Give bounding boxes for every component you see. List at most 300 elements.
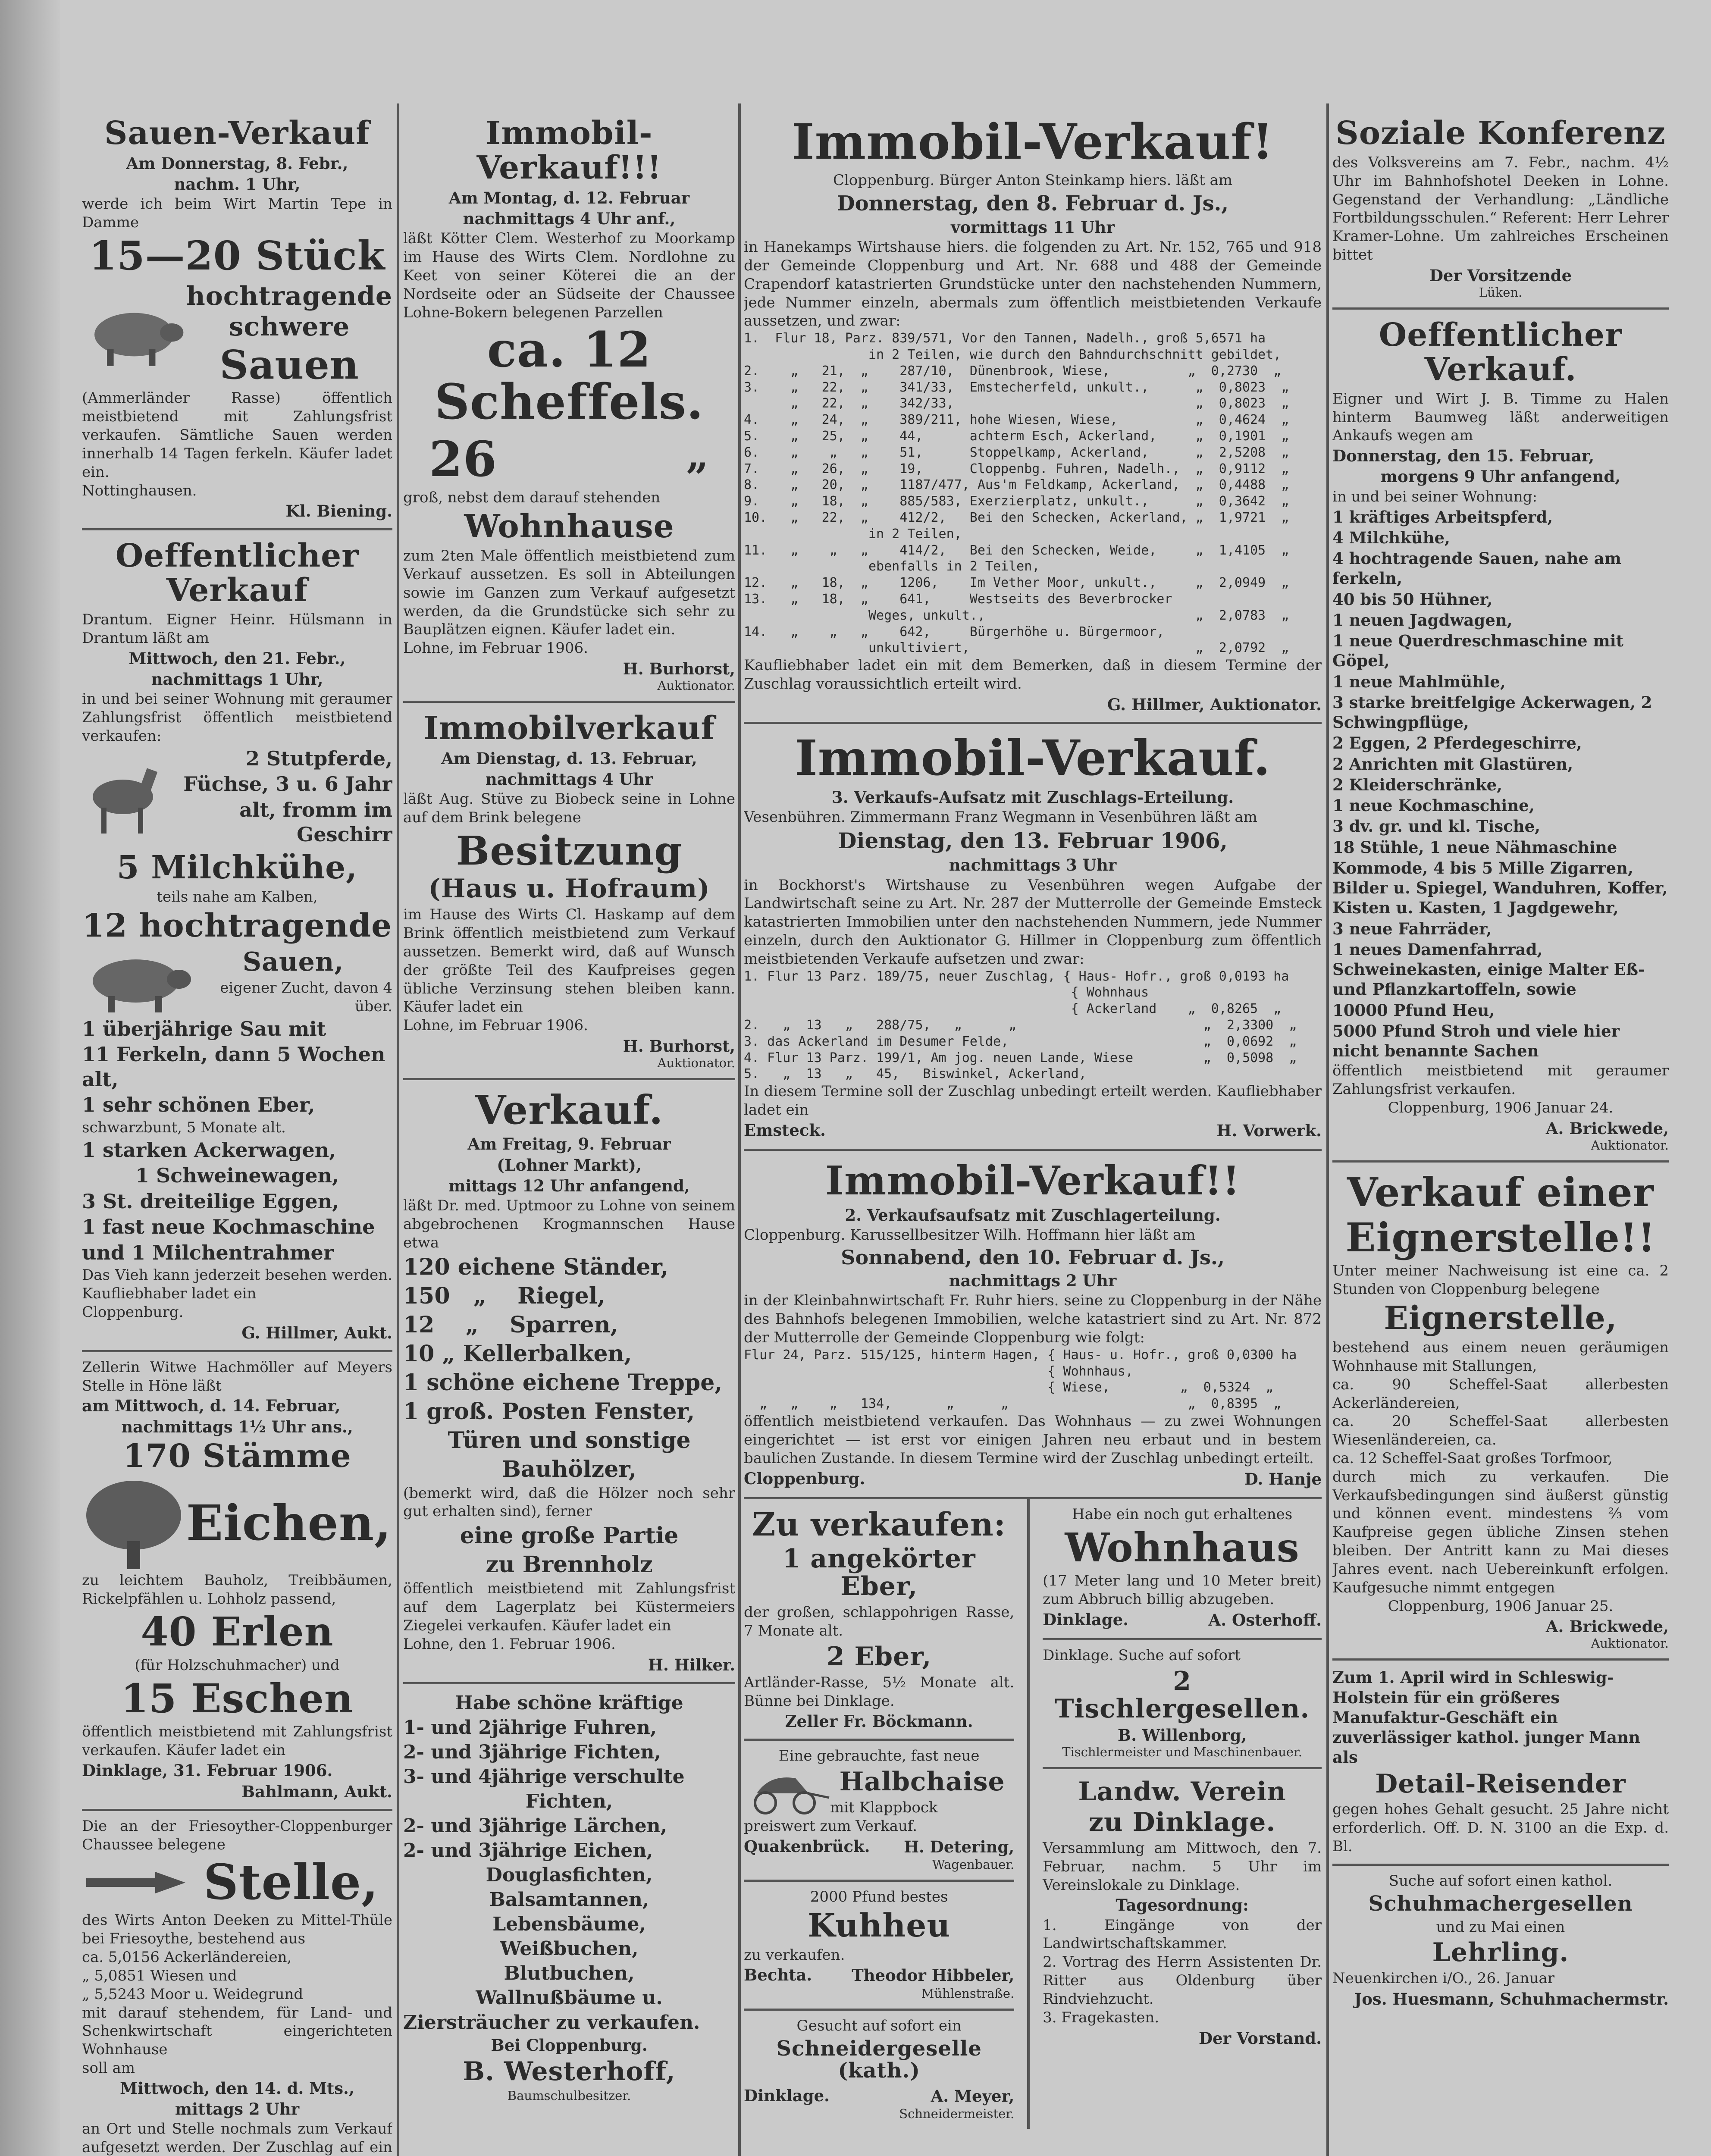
ad-immobil-verkauf-wegmann [744,724,1322,1151]
ad-item: 12 „ Sparren, [403,1311,618,1338]
sale-item: 2 Anrichten mit Glastüren, [1332,754,1573,774]
ad-headline: 5 Milchkühe, [117,849,357,886]
ad-text: Suche auf sofort einen kathol. [1388,1872,1613,1890]
ad-text: Cloppenburg. Bürger Anton Steinkamp hiers. läßt am [833,171,1233,189]
ad-item: Douglasfichten, [486,1864,653,1886]
ad-signature: G. Hillmer, Aukt. [241,1323,392,1342]
ad-item: und 1 Milchentrahmer [82,1241,334,1264]
sale-item: Kommode, 4 bis 5 Mille Zigarren, Bilder u. Spiegel, Wanduhren, Koffer, Kisten u. Kasten, 1 Jagdgewehr, [1332,858,1668,918]
agenda-item: 1. Eingänge von der Landwirtschaftskammer. [1043,1916,1322,1952]
ad-headline: hochtragende [186,281,392,312]
horse-illustration-icon [82,756,168,838]
ad-text: gegen hohes Gehalt gesucht. 25 Jahre nicht erforderlich. Off. D. N. 3100 an die Exp. d. Bl. [1332,1801,1669,1855]
sale-item: 1 neuen Jagdwagen, [1332,610,1513,630]
column-rule [397,103,399,2156]
ad-text: zum 2ten Male öffentlich meistbietend zum Verkauf aussetzen. Es soll in Abteilungen sowie im Ganzen zum Verkauf aufgesetzt werden, da die Grundstücke sich sehr zu Bauplätzen eignen. Käufer ladet ein. [403,547,735,639]
ad-place: Cloppenburg. [82,1303,184,1321]
ad-text: in der Kleinbahnwirtschaft Fr. Ruhr hiers. seine zu Cloppenburg in der Nähe des Bahnhofs belegenen Immobilien, welche katastriert sind zu Art. Nr. 872 der Mutterrolle der Gemeinde Cloppenburg wie folgt: [744,1292,1322,1347]
ad-text: preiswert zum Verkauf. [744,1817,918,1835]
ad-text: Habe schöne kräftige [455,1692,683,1714]
ad-oeffentlicher-verkauf-timme [1332,310,1669,1163]
ad-text: des Volksvereins am 7. Febr., nachm. 4½ Uhr im Bahnhofshotel Deeken in Lohne. Gegenstand der Verhandlung: „Ländliche Fortbildungsschulen.“ Referent: Herr Lehrer Kramer-Lohne. Um zahlreiches Erscheinen bittet [1332,154,1669,264]
ad-text: der großen, schlappohrigen Rasse, 7 Monate alt. [744,1604,1015,1640]
ad-headline: 2 Eber, [826,1641,932,1672]
ad-text: groß, nebst dem darauf stehenden [403,489,661,507]
ad-headline: 1 angekörter Eber, [782,1543,976,1602]
sale-item: 3 dv. gr. und kl. Tische, [1332,817,1541,836]
ad-headline: 40 Erlen [141,1608,334,1655]
ad-text: Eine gebrauchte, fast neue [778,1747,980,1765]
ad-text: Dinklage. Suche auf sofort [1043,1646,1241,1664]
ad-tischlergesellen [1043,1640,1322,1769]
ad-date-line: Sonnabend, den 10. Februar d. Js., [841,1245,1225,1269]
ad-signature: Kl. Biening. [285,501,392,521]
ad-time-line: nachm. 1 Uhr, [174,175,301,194]
parcel-row: 9. „ 18, „ 885/583, Exerzierplatz, unkult., „ 0,3642 „ [744,494,1289,509]
ad-place-date: Neuenkirchen i/O., 26. Januar [1332,1970,1555,1987]
ad-text: Cloppenburg. Karussellbesitzer Wilh. Hoffmann hier läßt am [744,1226,1196,1244]
sale-item: 1 neue Kochmaschine, [1332,796,1535,815]
sale-item: 2 Kleiderschränke, [1332,775,1503,794]
ad-time-line: nachmittags 4 Uhr [485,770,653,789]
parcel-row: { Wiese, „ 0,5324 „ [744,1380,1274,1395]
ad-headline: Lehrling. [1432,1937,1569,1968]
ad-headline: Verkauf. [475,1087,664,1134]
ad-signature: H. Burhorst, [623,659,735,679]
ad-immobil-verkauf-steinkamp [744,108,1322,724]
agenda-item: 2. Vortrag des Herrn Assistenten Dr. Ritter aus Oldenburg über Rindviehzucht. [1043,1953,1322,2008]
ad-text: (bemerkt wird, daß die Hölzer noch sehr gut erhalten sind), ferner [403,1484,735,1520]
parcel-row: 7. „ 26, „ 19, Cloppenbg. Fuhren, Nadelh., „ 0,9112 „ [744,461,1289,476]
ad-time-line: nachmittags 3 Uhr [949,856,1117,875]
ad-place: Quakenbrück. [744,1836,870,1856]
ad-headline: Schuhmachergesellen [1368,1891,1633,1916]
ad-headline: 170 Stämme [123,1437,351,1475]
ad-signature-title: Auktionator. [657,1056,735,1071]
ad-headline: Eignerstelle!! [1345,1214,1656,1261]
ad-wohnhaus-abbruch [1043,1499,1322,1640]
ad-date-line: Am Donnerstag, 8. Febr., [126,154,348,173]
inner-rule [1027,1499,1030,2129]
parcel-row: 2. „ 13 „ 288/75, „ „ „ 2,3300 „ [744,1018,1297,1033]
page-fold-shadow [0,0,60,2156]
ad-place-date: Lohne, den 1. Februar 1906. [403,1635,616,1653]
pig-illustration-icon [82,298,186,371]
ad-signature-title: Auktionator. [657,678,735,693]
ad-item: 1- und 2jährige Fuhren, [403,1716,657,1739]
ad-signature: A. Brickwede, [1545,1617,1669,1636]
ad-sauen-verkauf [82,108,392,530]
parcel-row: 4. „ 24, „ 389/211, hohe Wiesen, Wiese, „ 0,4624 „ [744,412,1289,428]
sale-item: 3 starke breitfelgige Ackerwagen, 2 Schwingpflüge, [1332,693,1652,732]
ad-text: (für Holzschuhmacher) und [135,1656,340,1674]
ad-time-line: nachmittags 4 Uhr anf., [463,209,676,229]
ad-item: 1 Schweinewagen, [135,1164,339,1188]
ad-text: Drantum. Eigner Heinr. Hülsmann in Drantum läßt am [82,611,392,647]
ad-time-line: mittags 12 Uhr anfangend, [448,1176,690,1195]
ad-headline: Oeffentlicher Verkauf. [1379,316,1623,388]
ad-text: in und bei seiner Wohnung: [1332,488,1537,505]
ad-headline: Verkauf einer [1347,1169,1655,1216]
column-4 [1332,108,1669,2156]
ad-item: ca. 90 Scheffel-Saat allerbesten Ackerländereien, [1332,1376,1669,1412]
parcel-row: 14. „ „ „ 642, Bürgerhöhe u. Bürgermoor, [744,624,1165,639]
ad-time-line: nachmittags 2 Uhr [949,1271,1117,1291]
ad-item: 3 St. dreiteilige Eggen, [82,1189,339,1213]
ad-signature-title: Schneidermeister. [899,2106,1015,2122]
ad-headline: 26 [429,431,497,488]
ad-text: zu verkaufen. [744,1946,845,1964]
ad-text: Versammlung am Mittwoch, den 7. Februar, nachm. 5 Uhr im Vereinslokale zu Dinklage. [1043,1839,1322,1894]
ad-headline: zu Dinklage. [1088,1807,1276,1838]
ad-text: durch mich zu verkaufen. Die Verkaufsbedingungen sind äußerst günstig und können event. mindestens ⅔ vom Kaufpreise gegen übliche Zinsen stehen bleiben. Der Antritt kann zu Mai dieses Jahres event. nach Uebereinkunft erfolgen. Kaufgesuche nimmt entgegen [1332,1468,1669,1596]
pig-illustration-icon [82,946,194,1015]
sale-item: 10000 Pfund Heu, [1332,1000,1495,1020]
ad-signature-title: Auktionator. [1591,1138,1669,1153]
sale-item: 2 Eggen, 2 Pferdegeschirre, [1332,733,1582,753]
ad-text: an Ort und Stelle nochmals zum Verkauf aufgesetzt werden. Der Zuschlag auf ein [82,2120,392,2156]
ad-item: Bauhölzer, [501,1456,637,1482]
ad-soziale-konferenz [1332,108,1669,310]
ad-place-date: Dinklage, 31. Februar 1906. [82,1761,333,1780]
ad-text: bestehend aus einem neuen geräumigen Wohnhause mit Stallungen, [1332,1339,1669,1375]
ad-headline: Immobilverkauf [423,710,715,747]
ad-text: zu leichtem Bauholz, Treibbäumen, Rickelpfählen u. Lohholz passend, [82,1571,392,1608]
ad-headline: Besitzung [456,827,683,874]
ad-headline: Detail-Reisender [1375,1768,1626,1799]
ad-headline: Eignerstelle, [1384,1300,1617,1337]
ad-text: Vesenbühren. Zimmermann Franz Wegmann in Vesenbühren läßt am [744,808,1257,826]
ad-eichen-verkauf [82,1352,392,1811]
ad-text: Die an der Friesoyther-Cloppenburger Chaussee belegene [82,1817,392,1853]
ad-date-line: Am Freitag, 9. Februar [467,1134,671,1154]
column-2 [403,108,735,2156]
ad-text: schwarzbunt, 5 Monate alt. [82,1119,286,1136]
parcel-row: 3. das Ackerland im Desumer Felde, „ 0,0692 „ [744,1034,1297,1049]
ad-time-line: morgens 9 Uhr anfangend, [1380,467,1621,486]
ad-text: Zellerin Witwe Hachmöller auf Meyers Stelle in Höne läßt [82,1358,392,1395]
ad-headline: ca. 12 Scheffels. [435,322,704,431]
ad-signature: A. Meyer, [931,2087,1015,2106]
ad-place: Emsteck. [744,1120,826,1140]
ad-text: teils nahe am Kalben, [157,888,318,906]
parcel-row: 1. Flur 13 Parz. 189/75, neuer Zuschlag, { Haus- Hofr., groß 0,0193 ha [744,968,1289,984]
parcel-list [744,330,1322,656]
carriage-illustration-icon [744,1767,830,1815]
ad-item: ca. 20 Scheffel-Saat allerbesten Wiesenländereien, ca. [1332,1413,1669,1449]
ad-signature: H. Vorwerk. [1216,1121,1322,1140]
ad-kuhheu [744,1882,1014,2011]
ad-item: 120 eichene Ständer, [403,1253,669,1280]
ad-text: in Bockhorst's Wirtshause zu Vesenbühren wegen Aufgabe der Landwirtschaft seine zu Art. Nr. 287 der Mutterrolle der Gemeinde Emsteck katastrierten Immobilien unter den nachstehenden Nummern, jede Nummer einzeln, durch den Auktionator G. Hillmer in Cloppenburg zum öffentlich meistbietenden Verkaufe aufsetzen und zwar: [744,876,1322,968]
ad-detail-reisender [1332,1661,1669,1866]
parcel-row: 6. „ „ „ 51, Stoppelkamp, Ackerland, „ 2,5208 „ [744,445,1289,460]
ad-date-line: Mittwoch, den 21. Febr., [128,649,346,668]
sale-item: 4 hochtragende Sauen, nahe am ferkeln, [1332,549,1621,588]
column-3 [744,108,1322,2156]
ad-text: läßt Aug. Stüve zu Biobeck seine in Lohne auf dem Brink belegene [403,790,735,827]
sale-item: 1 neue Mahlmühle, [1332,672,1506,691]
ad-text: (Ammerländer Rasse) öffentlich meistbietend mit Zahlungsfrist verkaufen. Sämtliche Sauen werden innerhalb 14 Tagen ferkeln. Käufer ladet ein. [82,389,392,481]
parcel-row: „ 22, „ 342/33, „ 0,8023 „ [744,396,1289,411]
ad-item: Fichten, [525,1790,613,1812]
ad-schneidergeselle [744,2011,1014,2129]
ad-place-date: Cloppenburg, 1906 Januar 24. [1388,1099,1614,1116]
ad-text: werde ich beim Wirt Martin Tepe in Damme [82,195,392,232]
ad-date-line: Dienstag, den 13. Februar 1906, [838,827,1228,853]
ad-item: 3- und 4jährige verschulte [403,1765,685,1788]
ad-item: 1 überjährige Sau mit [82,1017,326,1040]
ad-text: Habe ein noch gut erhaltenes [1072,1505,1293,1523]
column-1 [82,108,392,2156]
ad-item: zu Brennholz [486,1551,653,1578]
ad-text: In diesem Termine soll der Zuschlag unbedingt erteilt werden. Kaufliebhaber ladet ein [744,1083,1322,1119]
ad-headline: Sauen-Verkauf [104,115,370,152]
ad-signature: Der Vorstand. [1198,2028,1322,2048]
ad-item: 1 sehr schönen Eber, [82,1093,315,1117]
ad-headline: Sauen, [242,947,344,978]
ad-signature: A. Brickwede, [1545,1119,1669,1138]
ad-headline: Zu verkaufen: [752,1506,1006,1543]
ditto-mark: „ [686,432,709,479]
ad-item: Weißbuchen, [500,1937,639,1960]
ad-time-line: nachmittags 1 Uhr, [151,670,323,689]
ad-headline: Immobil-Verkauf. [795,730,1271,787]
ad-signature: Theodor Hibbeler, [852,1966,1015,1985]
ad-item: alt, fromm im Geschirr [239,798,392,846]
parcel-row: 11. „ „ „ 414/2, Bei den Schecken, Weide, „ 1,4105 „ [744,542,1289,558]
ad-text: und zu Mai einen [1436,1918,1565,1936]
ad-signature: Bahlmann, Aukt. [241,1782,392,1801]
ad-date-line: (Lohner Markt), [497,1155,642,1175]
ad-item: 10 „ Kellerbalken, [403,1340,632,1367]
ad-text: öffentlich meistbietend mit geraumer Zahlungsfrist verkaufen. [1332,1062,1669,1098]
ad-date-line: am Mittwoch, d. 14. Februar, [82,1396,341,1416]
ad-text: Unter meiner Nachweisung ist eine ca. 2 Stunden von Cloppenburg belegene [1332,1262,1669,1298]
ad-text: Eigner und Wirt J. B. Timme zu Halen hinterm Baumweg läßt anderweitigen Ankaufs wegen am [1332,390,1669,445]
column-rule [1326,103,1329,2156]
ad-text: in Hanekamps Wirtshause hiers. die folgenden zu Art. Nr. 152, 765 und 918 der Gemeinde Cloppenburg und Art. Nr. 688 und 488 der Gemeinde Crapendorf katastrierten Grundstücke unter den nachstehenden Nummern, jede Nummer einzeln, abermals zum öffentlich meistbietenden Verkaufe aussetzen, und zwar: [744,238,1322,330]
ad-place: Nottinghausen. [82,482,197,499]
ad-text: öffentlich meistbietend mit Zahlungsfrist verkaufen. Käufer ladet ein [82,1723,392,1759]
ad-time-line: mittags 2 Uhr [175,2100,300,2119]
parcel-row: 12. „ 18, „ 1206, Im Vether Moor, unkult., „ 2,0949 „ [744,575,1289,591]
ad-halbchaise [744,1741,1014,1882]
parcel-row: 8. „ 20, „ 1187/477, Aus'm Feldkamp, Ackerland, „ 0,4488 „ [744,477,1289,493]
ad-headline: 12 hochtragende [82,907,392,944]
ad-signature: H. Detering, [904,1837,1015,1856]
ad-signature-title: Wagenbauer. [932,1857,1015,1872]
ad-date-line: Donnerstag, den 15. Februar, [1332,446,1595,466]
parcel-row: in 2 Teilen, [744,526,962,542]
small-ads-left [744,1499,1014,2129]
ad-headline: schwere [229,312,350,342]
ad-headline: Eichen, [186,1495,392,1552]
ad-place-date: Lohne, im Februar 1906. [403,639,588,657]
parcel-row: 13. „ 18, „ 641, Westseits des Beverbrocker [744,591,1172,607]
ad-headline: Landw. Verein [1078,1777,1286,1807]
parcel-row: 10. „ 22, „ 412/2, Bei den Schecken, Ackerland, „ 1,9721 „ [744,510,1289,525]
ad-text: Zum 1. April wird in Schleswig-Holstein für ein größeres Manufaktur-Geschäft ein zuverlässiger kathol. junger Mann als [1332,1668,1640,1767]
parcel-list [744,1347,1322,1412]
ad-item: „ 5,5243 Moor u. Weidegrund [82,1985,304,2003]
ad-signature: H. Hilker. [648,1655,735,1674]
ad-place-date: Cloppenburg, 1906 Januar 25. [1388,1597,1614,1615]
parcel-row: { Ackerland „ 0,8265 „ [744,1001,1282,1017]
sale-item: 5000 Pfund Stroh und viele hier nicht benannte Sachen [1332,1021,1620,1060]
ad-headline: Wohnhause [464,508,674,545]
ad-headline: (Haus u. Hofraum) [428,874,710,904]
ad-item: Wallnußbäume u. [476,1987,663,2009]
agenda-item: 3. Fragekasten. [1043,2009,1159,2026]
ad-signature: B. Westerhoff, [463,2056,676,2087]
ad-item: 1 fast neue Kochmaschine [82,1215,375,1239]
ad-item: Blutbuchen, [504,1962,635,1984]
ad-immobil-verkauf-hoffmann [744,1151,1322,1499]
parcel-row: unkultiviert, „ 2,0792 „ [744,640,1289,656]
ad-text: Gesucht auf sofort ein [796,2017,962,2034]
ad-signature-title: Tischlermeister und Maschinenbauer. [1062,1745,1302,1760]
ad-date-line: Donnerstag, den 8. Februar d. Js., [837,191,1229,216]
ad-text: mit darauf stehendem, für Land- und Schenkwirtschaft eingerichteten Wohnhause [82,2004,392,2059]
ad-text: mit Klappbock [830,1799,938,1816]
ad-signature: D. Hanje [1244,1469,1322,1489]
ad-subheadline: 3. Verkaufs-Aufsatz mit Zuschlags-Erteilung. [831,787,1234,807]
parcel-row: 2. „ 21, „ 287/10, Dünenbrook, Wiese, „ 0,2730 „ [744,363,1282,379]
ad-item: 11 Ferkeln, dann 5 Wochen alt, [82,1043,385,1091]
ad-item: 2- und 3jährige Fichten, [403,1741,661,1763]
small-ads-row [744,1499,1322,2129]
ad-time-line: nachmittags 1½ Uhr ans., [121,1417,353,1436]
ad-item: „ 5,0851 Wiesen und [82,1967,237,1984]
parcel-row: { Wohnhaus, [744,1363,1134,1379]
ad-time-line: vormittags 11 Uhr [951,217,1115,237]
ad-signature-title: Auktionator. [1591,1636,1669,1651]
ad-text: soll am [82,2059,135,2077]
ad-headline: 15 Eschen [121,1675,354,1722]
ad-text: Kaufliebhaber ladet ein mit dem Bemerken, daß in diesem Termine der Zuschlag voraussichtlich erteilt wird. [744,657,1322,693]
ad-signature-title: Baumschulbesitzer. [507,2088,631,2103]
ad-text: Das Vieh kann jederzeit besehen werden. Kaufliebhaber ladet ein [82,1266,392,1303]
ad-text: (17 Meter lang und 10 Meter breit) zum Abbruch billig abzugeben. [1043,1572,1322,1608]
ad-item: Balsamtannen, [489,1888,649,1911]
ad-signature: Zeller Fr. Böckmann. [785,1712,973,1731]
ad-headline: Immobil-Verkauf!!! [476,115,662,186]
parcel-list [744,968,1322,1083]
ad-landw-verein [1043,1769,1322,2055]
ad-item: Lebensbäume, [492,1913,646,1935]
ad-place: Dinklage. [1043,1610,1129,1629]
ad-date-line: Am Montag, d. 12. Februar [448,188,690,207]
sale-item: 3 neue Fahrräder, [1332,919,1492,938]
ad-headline: Oeffentlicher Verkauf [115,537,359,609]
sale-item: 40 bis 50 Hühner, [1332,589,1493,609]
parcel-row: 5. „ 13 „ 45, Biswinkel, Ackerland, [744,1066,1087,1082]
ad-item: 150 „ Riegel, [403,1282,605,1309]
pointing-hand-icon [82,1859,190,1906]
sale-item: 1 neue Querdreschmaschine mit Göpel, [1332,631,1623,671]
ad-stelle-verkauf [82,1811,392,2156]
agenda-title: Tagesordnung: [1116,1896,1249,1915]
ad-item: 2- und 3jährige Eichen, [403,1839,653,1861]
sale-item-list [1332,507,1669,1061]
ad-signature-title: Lüken. [1479,285,1523,300]
ad-text: öffentlich meistbietend mit Zahlungsfrist auf dem Lagerplatz bei Küstermeiers Ziegelei verkaufen. Käufer ladet ein [403,1580,735,1634]
ad-signature: G. Hillmer, Auktionator. [1107,695,1322,714]
ad-item: 2- und 3jährige Lärchen, [403,1814,667,1837]
ad-signature: A. Osterhoff. [1208,1610,1322,1630]
ad-place: Dinklage. [744,2086,830,2106]
ad-eignerstelle [1332,1163,1669,1661]
ad-signature: B. Willenborg, [1117,1726,1247,1745]
ad-date-line: Mittwoch, den 14. d. Mts., [120,2078,354,2098]
sale-item: 1 neues Damenfahrrad, Schweinekasten, einige Malter Eß- und Pflanzkartoffeln, sowie [1332,940,1645,999]
ad-baumschule [403,1684,735,2111]
ad-oeffentlicher-verkauf [82,530,392,1352]
ad-headline: Sauen [219,342,359,389]
ad-text: im Hause des Wirts Cl. Haskamp auf dem Brink öffentlich meistbietend zum Verkauf aussetzen. Bemerkt wird, daß auf Wunsch der größte Teil des Kaufpreises gegen übliche Verzinsung stehen bleiben kann. Käufer ladet ein [403,906,735,1016]
ad-text: läßt Kötter Clem. Westerhof zu Moorkamp im Hause des Wirts Clem. Nordlohne zu Keet von seiner Köterei die an der Nordseite oder an Südseite der Chaussee Lohne-Bokern belegenen Parzellen [403,230,735,321]
parcel-row: Flur 24, Parz. 515/125, hinterm Hagen, { Haus- u. Hofr., groß 0,0300 ha [744,1347,1297,1363]
sale-item: 18 Stühle, 1 neue Nähmaschine [1332,837,1617,857]
ad-headline: Halbchaise [839,1767,1005,1797]
sale-item: 1 kräftiges Arbeitspferd, [1332,507,1553,526]
ad-immobil-verkauf-moorkamp [403,108,735,703]
ad-item: ca. 5,0156 Ackerländereien, [82,1949,292,1966]
parcel-row: Weges, unkult., „ 2,0783 „ [744,608,1289,623]
ad-item: 1 starken Ackerwagen, [82,1138,336,1162]
ad-eber [744,1499,1014,1741]
ad-date-line: Am Dienstag, d. 13. Februar, [441,749,697,768]
tree-illustration-icon [82,1476,185,1571]
sale-item: 4 Milchkühe, [1332,528,1450,547]
ad-signature: H. Burhorst, [623,1037,735,1056]
ad-item: ca. 12 Scheffel-Saat großes Torfmoor, [1332,1449,1613,1467]
ad-place-date: Lohne, im Februar 1906. [403,1017,588,1034]
ad-verkauf-hoelzer [403,1080,735,1684]
ad-subheadline: 2. Verkaufsaufsatz mit Zuschlagerteilung. [845,1205,1221,1225]
ad-item: Ziersträucher zu verkaufen. [403,2011,700,2034]
ad-signature: Jos. Huesmann, Schuhmachermstr. [1354,1990,1669,2009]
ad-headline: 15—20 Stück [89,232,385,279]
ad-place: Bechta. [744,1965,812,1985]
small-ads-right [1043,1499,1322,2129]
ad-item: Füchse, 3 u. 6 Jahr [183,772,392,796]
ad-signature-title: Mühlenstraße. [921,1986,1015,2001]
parcel-row: „ „ „ 134, „ „ „ 0,8395 „ [744,1396,1282,1412]
ad-place: Bei Cloppenburg. [491,2035,648,2055]
ad-headline: Stelle, [203,1854,379,1911]
ad-signature: Der Vorsitzende [1429,266,1572,285]
ad-item: Türen und sonstige [448,1427,691,1454]
ad-schuhmachergesellen [1332,1866,1669,2016]
ad-text: in und bei seiner Wohnung mit geraumer Zahlungsfrist öffentlich meistbietend verkaufen: [82,690,392,745]
ad-place: Cloppenburg. [744,1469,865,1488]
ad-text: Artländer-Rasse, 5½ Monate alt. Bünne bei Dinklage. [744,1673,1015,1710]
ad-item: 2 Stutpferde, [245,746,392,770]
column-rule [738,103,741,2156]
ad-item: eine große Partie [460,1523,679,1549]
parcel-row: in 2 Teilen, wie durch den Bahndurchschnitt gebildet, [744,347,1282,362]
ad-text: läßt Dr. med. Uptmoor zu Lohne von seinem abgebrochenen Krogmannschen Hause etwa [403,1197,735,1251]
ad-headline: Schneidergeselle (kath.) [776,2036,982,2083]
ad-headline: Immobil-Verkauf!! [825,1157,1241,1204]
ad-immobilverkauf-lohne [403,703,735,1080]
parcel-row: ebenfalls in 2 Teilen, [744,559,1040,574]
parcel-row: 4. Flur 13 Parz. 199/1, Am jog. neuen Lande, Wiese „ 0,5098 „ [744,1050,1297,1065]
ad-text: 2000 Pfund bestes [810,1888,948,1905]
parcel-row: 3. „ 22, „ 341/33, Emstecherfeld, unkult., „ 0,8023 „ [744,379,1289,395]
